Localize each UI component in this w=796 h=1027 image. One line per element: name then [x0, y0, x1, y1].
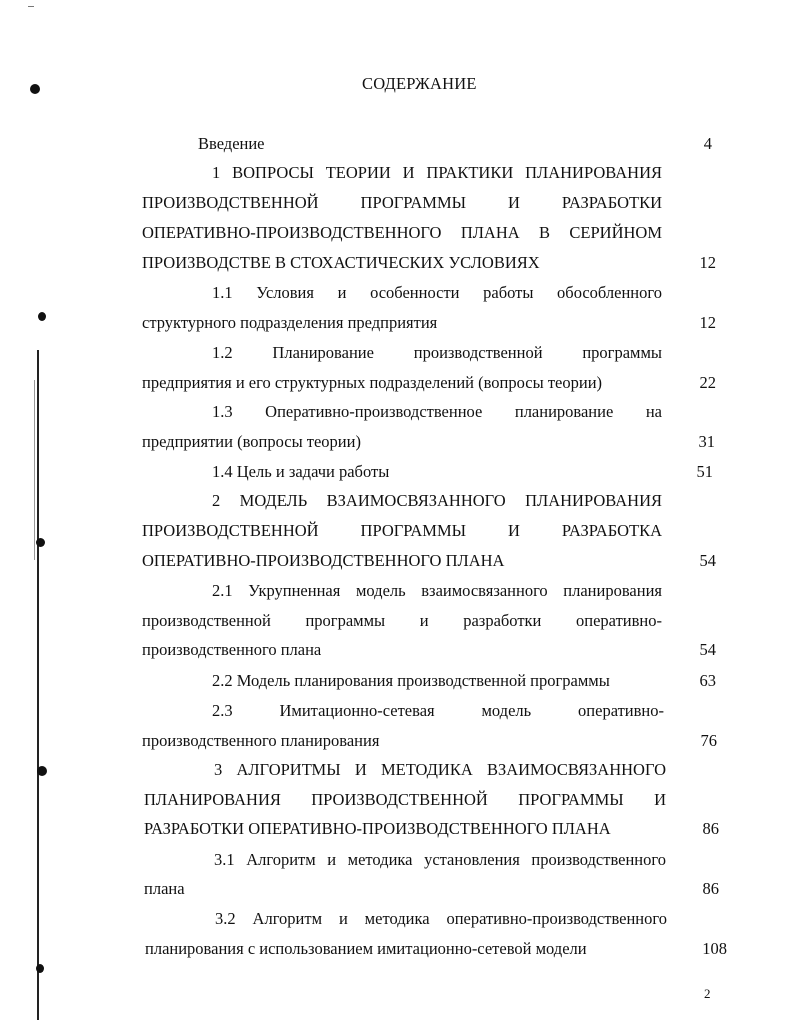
- toc-entry-text: плана: [144, 879, 185, 898]
- toc-entry-text: 3.2 Алгоритм и методика оперативно-производственного: [215, 909, 667, 928]
- toc-entry-text: предприятия и его структурных подразделений (вопросы теории): [142, 373, 603, 392]
- punch-hole-icon: [38, 312, 46, 321]
- toc-entry-text: 3 АЛГОРИТМЫ И МЕТОДИКА ВЗАИМОСВЯЗАННОГО: [214, 760, 666, 779]
- toc-page-number: 31: [698, 432, 715, 451]
- toc-entry-text: 2.3 Имитационно-сетевая модель оперативно-: [212, 701, 664, 720]
- toc-page-number: 4: [703, 134, 712, 153]
- toc-entry-text: ПРОИЗВОДСТВЕННОЙ ПРОГРАММЫ И РАЗРАБОТКИ: [142, 193, 662, 212]
- toc-entry-text: 3.1 Алгоритм и методика установления производственного: [214, 850, 666, 869]
- toc-page-number: 86: [702, 819, 719, 838]
- toc-entry-text: ОПЕРАТИВНО-ПРОИЗВОДСТВЕННОГО ПЛАНА: [142, 551, 505, 570]
- punch-hole-icon: [37, 766, 47, 776]
- toc-entry-text: 1.3 Оперативно-производственное планирование на: [212, 402, 662, 421]
- toc-entry-text: ПЛАНИРОВАНИЯ ПРОИЗВОДСТВЕННОЙ ПРОГРАММЫ И: [144, 790, 666, 809]
- toc-entry-text: предприятии (вопросы теории): [142, 432, 361, 451]
- toc-entry-text: ПРОИЗВОДСТВЕ В СТОХАСТИЧЕСКИХ УСЛОВИЯХ: [142, 253, 540, 272]
- scan-mark: [28, 6, 34, 7]
- toc-page-number: 22: [699, 373, 716, 392]
- toc-entry-text: 2 МОДЕЛЬ ВЗАИМОСВЯЗАННОГО ПЛАНИРОВАНИЯ: [212, 491, 662, 510]
- toc-page-number: 54: [699, 640, 716, 659]
- toc-page-number: 12: [699, 313, 716, 332]
- toc-entry-text: производственной программы и разработки оперативно-: [142, 611, 662, 630]
- punch-hole-icon: [36, 964, 44, 973]
- toc-entry-text: РАЗРАБОТКИ ОПЕРАТИВНО-ПРОИЗВОДСТВЕННОГО ПЛАНА: [144, 819, 611, 838]
- toc-entry-text: ОПЕРАТИВНО-ПРОИЗВОДСТВЕННОГО ПЛАНА В СЕРИЙНОМ: [142, 223, 662, 242]
- toc-entry-text: 1 ВОПРОСЫ ТЕОРИИ И ПРАКТИКИ ПЛАНИРОВАНИЯ: [212, 163, 662, 182]
- page-title: СОДЕРЖАНИЕ: [362, 74, 477, 93]
- toc-entry-text: производственного плана: [142, 640, 322, 659]
- binder-edge: [37, 350, 39, 1020]
- toc-entry-text: 1.4 Цель и задачи работы: [212, 462, 390, 481]
- punch-hole-icon: [36, 538, 45, 547]
- toc-page-number: 54: [699, 551, 716, 570]
- toc-entry-text: 2.1 Укрупненная модель взаимосвязанного планирования: [212, 581, 662, 600]
- toc-entry-text: 1.1 Условия и особенности работы обособленного: [212, 283, 662, 302]
- scan-streak: [34, 380, 35, 560]
- toc-page-number: 108: [702, 939, 727, 958]
- toc-page-number: 63: [699, 671, 716, 690]
- toc-entry-text: планирования с использованием имитационно-сетевой модели: [145, 939, 587, 958]
- page-number: 2: [704, 986, 711, 1001]
- toc-entry-text: производственного планирования: [142, 731, 380, 750]
- toc-page-number: 51: [696, 462, 713, 481]
- toc-page-number: 76: [700, 731, 717, 750]
- toc-entry-text: ПРОИЗВОДСТВЕННОЙ ПРОГРАММЫ И РАЗРАБОТКА: [142, 521, 662, 540]
- toc-entry-text: 1.2 Планирование производственной программы: [212, 343, 662, 362]
- toc-page-number: 12: [699, 253, 716, 272]
- toc-page-number: 86: [702, 879, 719, 898]
- punch-hole-icon: [30, 84, 40, 94]
- toc-entry-text: структурного подразделения предприятия: [142, 313, 438, 332]
- toc-entry-text: 2.2 Модель планирования производственной программы: [212, 671, 610, 690]
- toc-entry-text: Введение: [198, 134, 265, 153]
